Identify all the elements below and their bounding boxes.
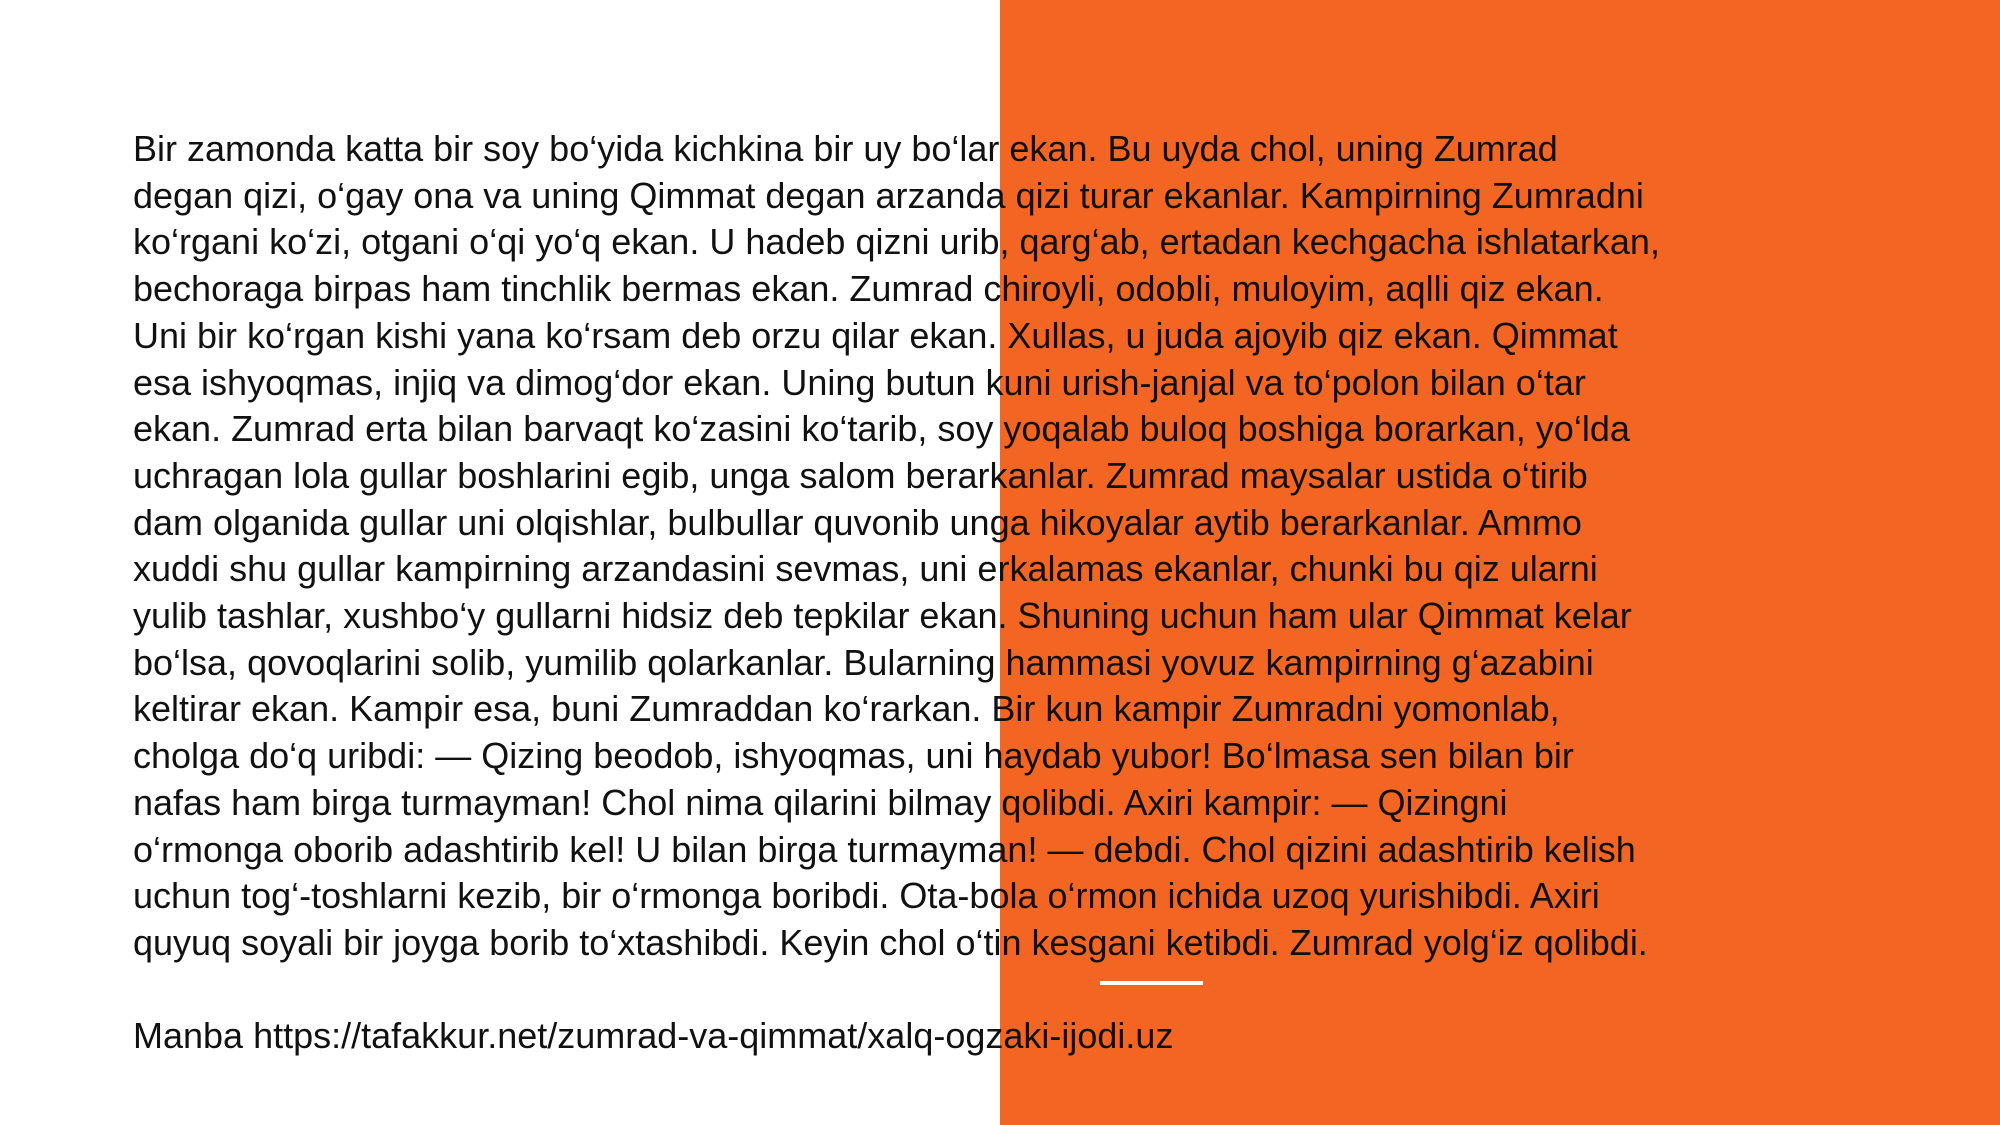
story-line: Uni bir ko‘rgan kishi yana ko‘rsam deb orzu qilar ekan. Xullas, u juda ajoyib qiz ekan. Qimmat — [133, 314, 1618, 356]
story-line: xuddi shu gullar kampirning arzandasini sevmas, uni erkalamas ekanlar, chunki bu qiz ularni — [133, 548, 1598, 590]
divider-line — [1100, 981, 1203, 985]
story-line: esa ishyoqmas, injiq va dimog‘dor ekan. Uning butun kuni urish-janjal va to‘polon bilan o‘tar — [133, 361, 1586, 403]
story-line: o‘rmonga oborib adashtirib kel! U bilan birga turmayman! — debdi. Chol qizini adashtirib kelish — [133, 828, 1636, 870]
story-line: ko‘rgani ko‘zi, otgani o‘qi yo‘q ekan. U hadeb qizni urib, qarg‘ab, ertadan kechgacha ishlatarkan, — [133, 221, 1660, 263]
story-line: ekan. Zumrad erta bilan barvaqt ko‘zasini ko‘tarib, soy yoqalab buloq boshiga borarkan, yo‘lda — [133, 408, 1630, 450]
story-line: quyuq soyali bir joyga borib to‘xtashibdi. Keyin chol o‘tin kesgani ketibdi. Zumrad yolg‘iz qolibdi. — [133, 921, 1648, 963]
story-line: bechoraga birpas ham tinchlik bermas ekan. Zumrad chiroyli, odobli, muloyim, aqlli qiz ekan. — [133, 268, 1604, 310]
story-line: Bir zamonda katta bir soy bo‘yida kichkina bir uy bo‘lar ekan. Bu uyda chol, uning Zumrad — [133, 128, 1558, 169]
source-citation: Manba https://tafakkur.net/zumrad-va-qimmat/xalq-ogzaki-ijodi.uz — [133, 1015, 1174, 1056]
story-line: uchun tog‘-toshlarni kezib, bir o‘rmonga boribdi. Ota-bola o‘rmon ichida uzoq yurishibdi. Axiri — [133, 875, 1600, 917]
story-line: yulib tashlar, xushbo‘y gullarni hidsiz deb tepkilar ekan. Shuning uchun ham ular Qimmat kelar — [133, 595, 1632, 637]
story-line: bo‘lsa, qovoqlarini solib, yumilib qolarkanlar. Bularning hammasi yovuz kampirning g‘azabini — [133, 641, 1594, 683]
story-text — [133, 126, 1933, 967]
story-line: dam olganida gullar uni olqishlar, bulbullar quvonib unga hikoyalar aytib berarkanlar. Ammo — [133, 501, 1582, 543]
story-line: nafas ham birga turmayman! Chol nima qilarini bilmay qolibdi. Axiri kampir: — Qizingni — [133, 781, 1508, 823]
story-line: keltirar ekan. Kampir esa, buni Zumraddan ko‘rarkan. Bir kun kampir Zumradni yomonlab, — [133, 688, 1560, 730]
story-line: uchragan lola gullar boshlarini egib, unga salom berarkanlar. Zumrad maysalar ustida o‘tirib — [133, 454, 1588, 496]
story-line: cholga do‘q uribdi: — Qizing beodob, ishyoqmas, uni haydab yubor! Bo‘lmasa sen bilan bir — [133, 735, 1574, 777]
story-line: degan qizi, o‘gay ona va uning Qimmat degan arzanda qizi turar ekanlar. Kampirning Zumradni — [133, 174, 1644, 216]
